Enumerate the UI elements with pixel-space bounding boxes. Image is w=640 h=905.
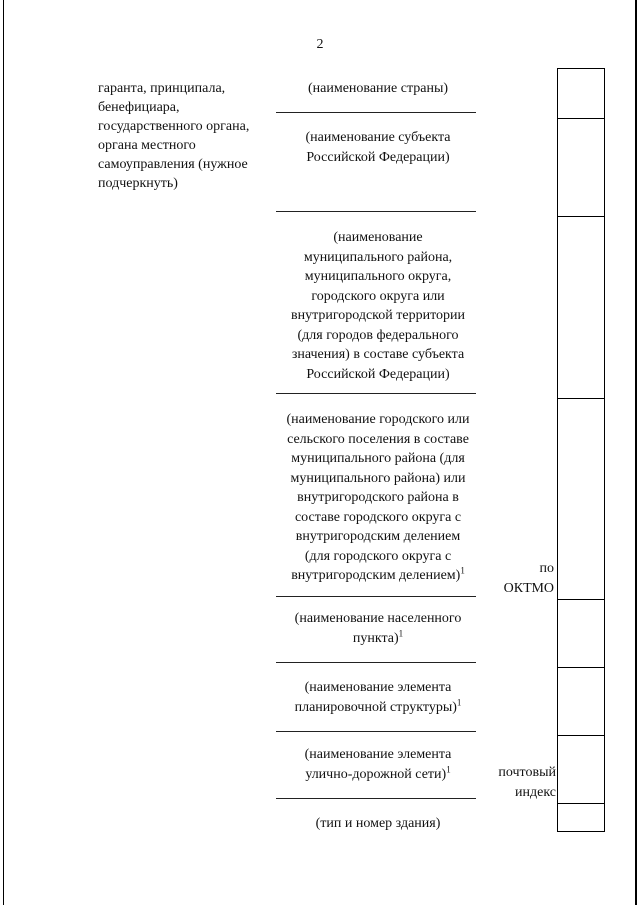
code-column xyxy=(557,68,605,832)
code-cell-divider xyxy=(557,118,605,119)
caption-text: (наименование городского или сельского поселения в составе муниципального района (для муниципального района) или внутригородского района в составе городского округа с внутригородским делением (для городского округа с внутригородским делением) xyxy=(286,412,470,583)
caption-municipality xyxy=(276,228,480,384)
caption-building xyxy=(276,814,480,834)
underline xyxy=(276,731,476,732)
oktmo-label: по ОКТМО xyxy=(503,561,554,596)
caption-text: (наименование населенного пункта) xyxy=(294,611,462,646)
underline xyxy=(276,798,476,799)
caption-country xyxy=(276,79,480,99)
caption-locality xyxy=(276,609,480,648)
underline xyxy=(276,596,476,597)
page-number: 2 xyxy=(316,37,324,52)
caption-text: (наименование страны) xyxy=(307,81,449,96)
caption-text: (наименование элемента планировочной структуры) xyxy=(294,680,457,715)
footnote-mark: 1 xyxy=(446,763,451,774)
underline xyxy=(276,393,476,394)
caption-text: (наименование элемента улично-дорожной сети) xyxy=(304,747,452,782)
underline xyxy=(276,662,476,663)
code-cell-divider xyxy=(557,599,605,600)
caption-street-element xyxy=(276,745,480,784)
code-cell-divider xyxy=(557,667,605,668)
footnote-mark: 1 xyxy=(456,696,462,707)
page-edge-right xyxy=(635,0,637,905)
footnote-mark: 1 xyxy=(398,627,404,638)
caption-settlement xyxy=(276,410,480,586)
page-edge-left xyxy=(3,0,4,905)
footnote-mark: 1 xyxy=(460,565,465,576)
role-text: гаранта, принципала, бенефициара, государственного органа, органа местного самоуправления (нужное подчеркнуть) xyxy=(98,81,250,191)
caption-text: (тип и номер здания) xyxy=(315,816,441,831)
code-cell-divider xyxy=(557,216,605,217)
caption-planning-element xyxy=(276,678,480,717)
caption-region xyxy=(276,128,480,167)
underline xyxy=(276,211,476,212)
postal-code-label: почтовый индекс xyxy=(498,765,556,800)
underline xyxy=(276,112,476,113)
caption-text: (наименование муниципального района, муниципального округа, городского округа или внутригородской территории (для городов федерального значения) в составе субъекта Российской Федерации) xyxy=(290,230,466,382)
code-cell-divider xyxy=(557,398,605,399)
code-cell-divider xyxy=(557,735,605,736)
caption-text: (наименование субъекта Российской Федерации) xyxy=(305,130,451,165)
code-cell-divider xyxy=(557,803,605,804)
